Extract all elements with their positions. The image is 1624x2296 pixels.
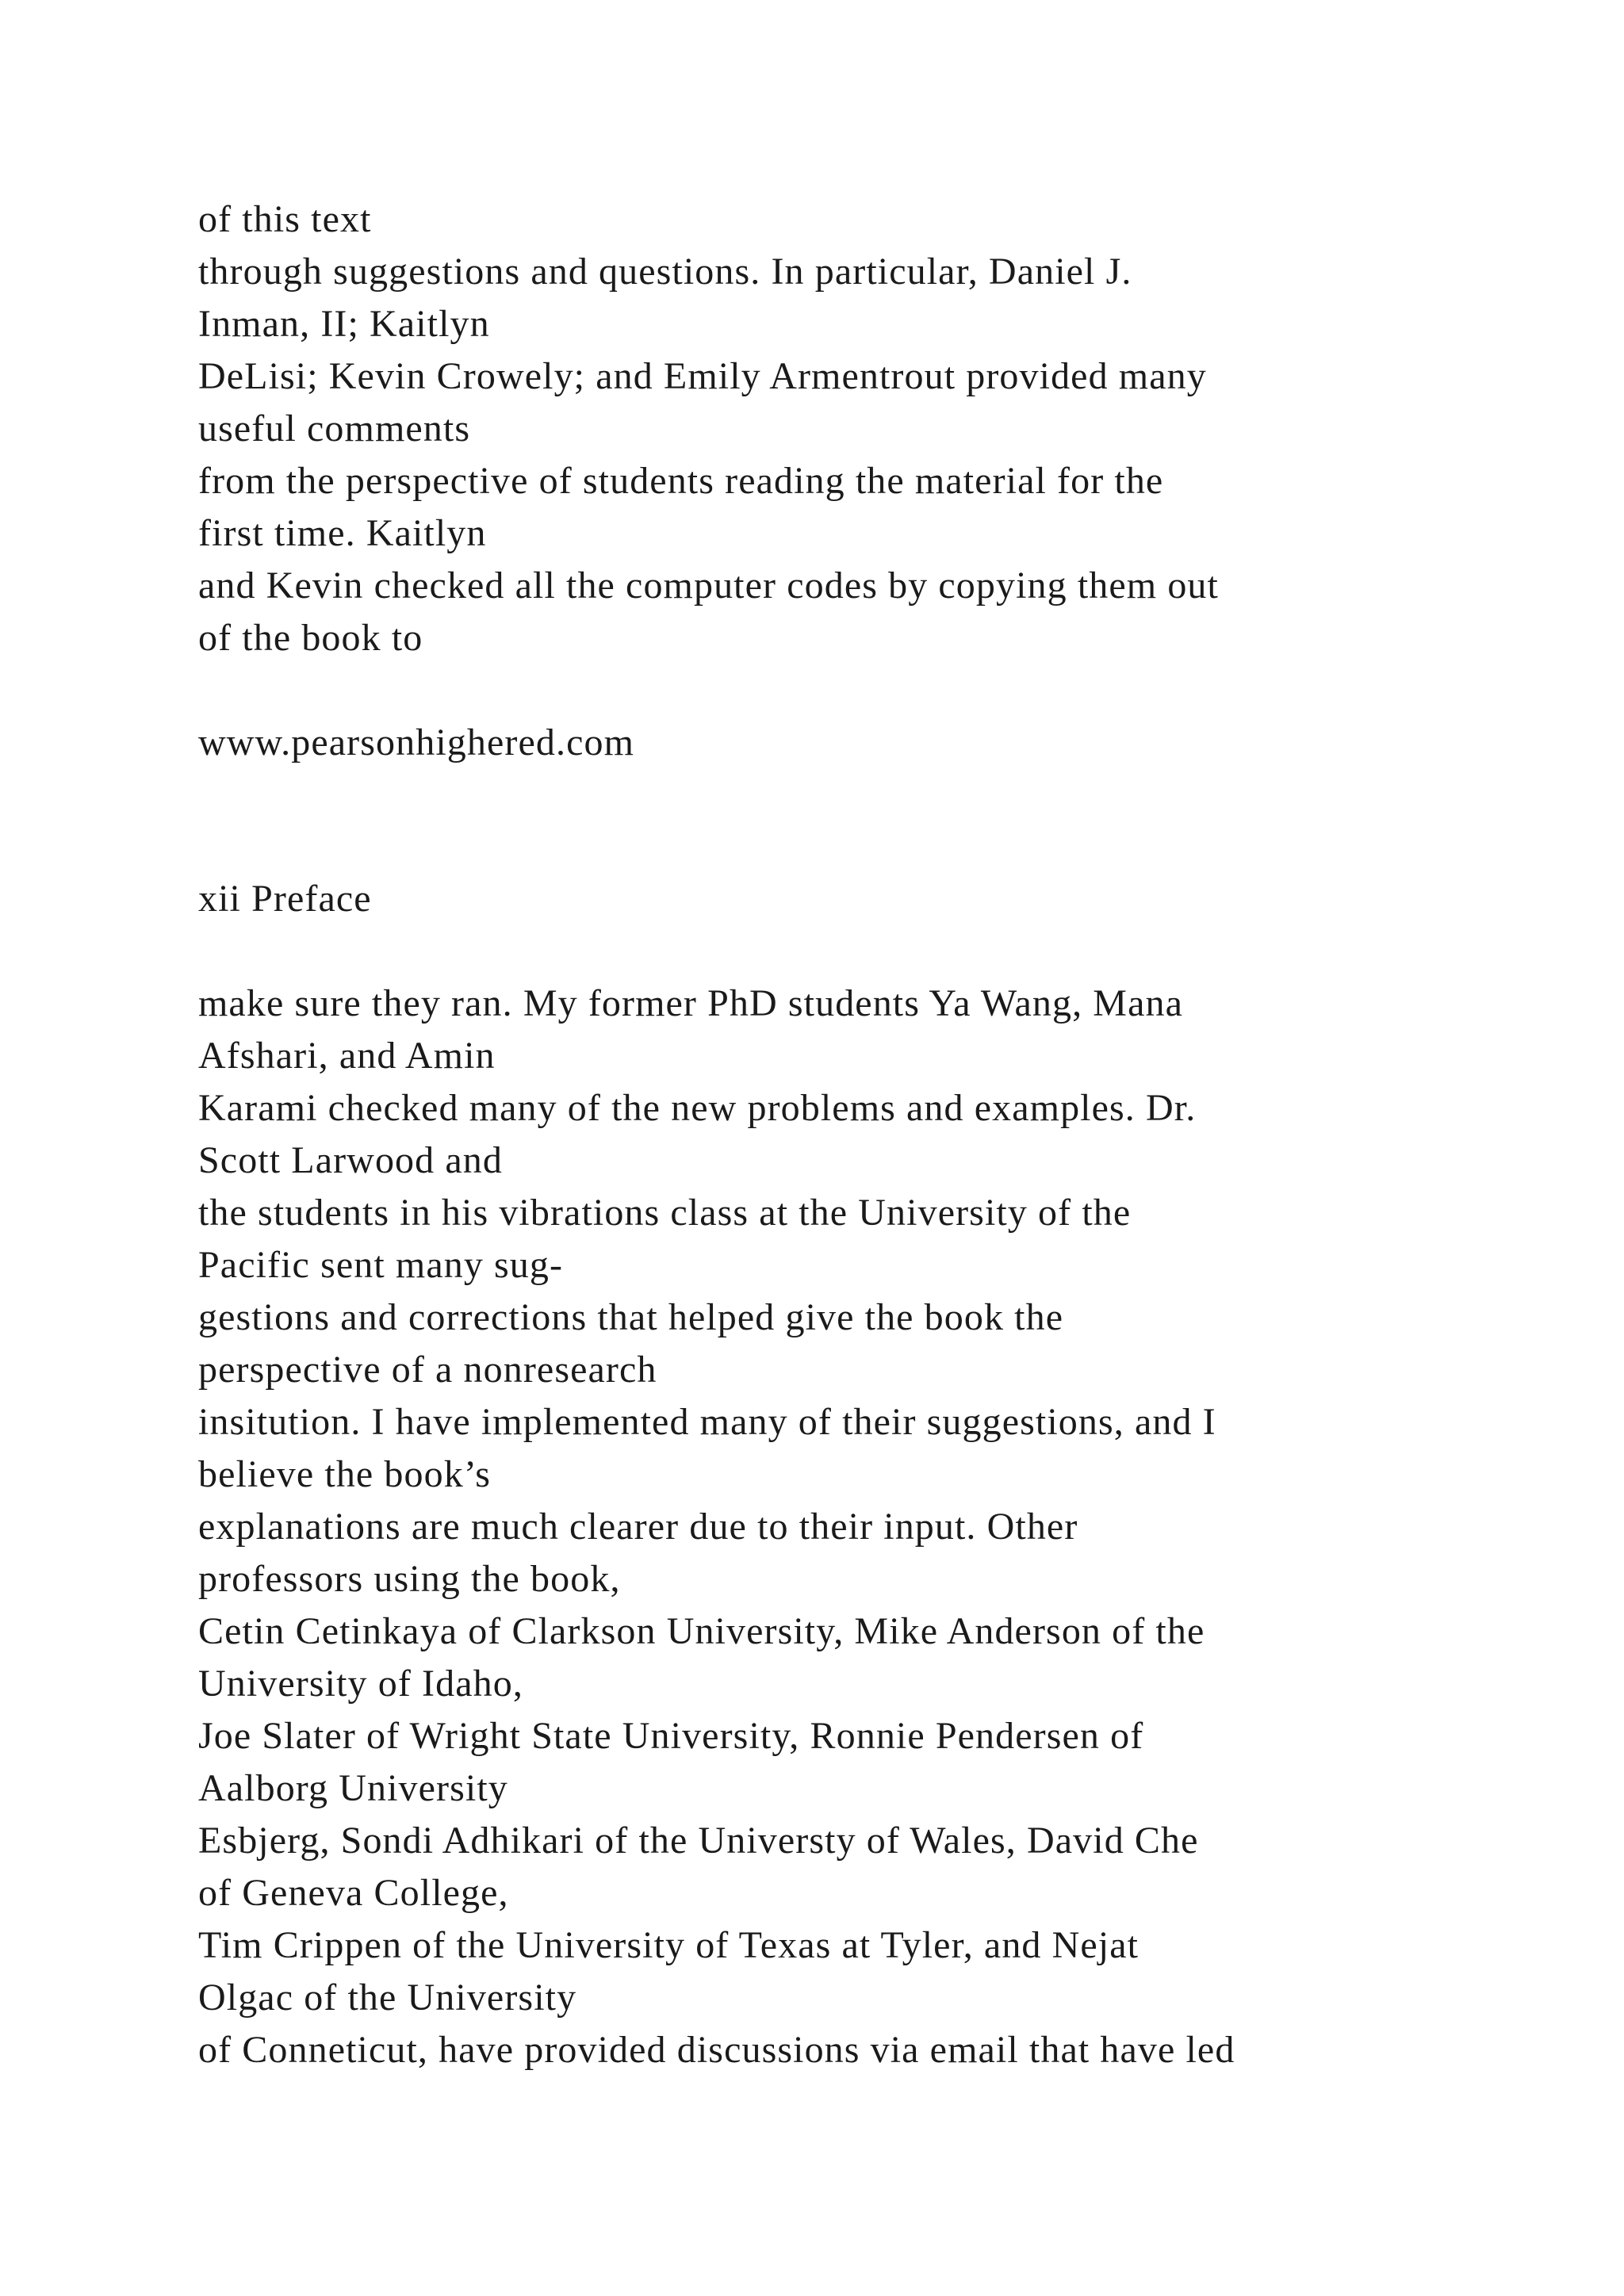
- text-line: explanations are much clearer due to their input. Other: [198, 1506, 1078, 1548]
- text-line: Karami checked many of the new problems and examples. Dr.: [198, 1087, 1197, 1129]
- text-line: Cetin Cetinkaya of Clarkson University, Mike Anderson of the: [198, 1610, 1205, 1652]
- text-line: insitution. I have implemented many of their suggestions, and I: [198, 1401, 1216, 1443]
- text-line: Tim Crippen of the University of Texas at Tyler, and Nejat: [198, 1924, 1139, 1966]
- text-line: useful comments: [198, 408, 471, 450]
- text-line: professors using the book,: [198, 1558, 621, 1600]
- text-line: University of Idaho,: [198, 1663, 523, 1705]
- text-line: and Kevin checked all the computer codes by copying them out: [198, 564, 1219, 607]
- text-line: believe the book’s: [198, 1453, 492, 1495]
- text-line: Aalborg University: [198, 1767, 508, 1809]
- text-line: first time. Kaitlyn: [198, 512, 487, 554]
- text-line: Esbjerg, Sondi Adhikari of the Universty of Wales, David Che: [198, 1820, 1199, 1862]
- text-line: of this text: [198, 198, 372, 240]
- text-line: from the perspective of students reading the material for the: [198, 460, 1164, 502]
- text-line: Pacific sent many sug-: [198, 1244, 564, 1286]
- text-line: of Geneva College,: [198, 1872, 509, 1914]
- url-text: www.pearsonhighered.com: [198, 721, 635, 763]
- text-line: of Conneticut, have provided discussions via email that have led: [198, 2029, 1235, 2071]
- text-line: Olgac of the University: [198, 1976, 577, 2019]
- text-line: Joe Slater of Wright State University, Ronnie Pendersen of: [198, 1715, 1144, 1757]
- text-line: perspective of a nonresearch: [198, 1349, 657, 1391]
- text-line: of the book to: [198, 617, 423, 659]
- text-line: Inman, II; Kaitlyn: [198, 303, 490, 345]
- text-line: Scott Larwood and: [198, 1139, 503, 1181]
- text-line: Afshari, and Amin: [198, 1035, 496, 1077]
- text-line: DeLisi; Kevin Crowely; and Emily Armentrout provided many: [198, 355, 1207, 397]
- text-line: gestions and corrections that helped give the book the: [198, 1296, 1064, 1338]
- text-line: make sure they ran. My former PhD students Ya Wang, Mana: [198, 982, 1183, 1024]
- text-line: the students in his vibrations class at the University of the: [198, 1192, 1132, 1234]
- running-header: xii Preface: [198, 878, 372, 920]
- text-line: through suggestions and questions. In particular, Daniel J.: [198, 251, 1132, 293]
